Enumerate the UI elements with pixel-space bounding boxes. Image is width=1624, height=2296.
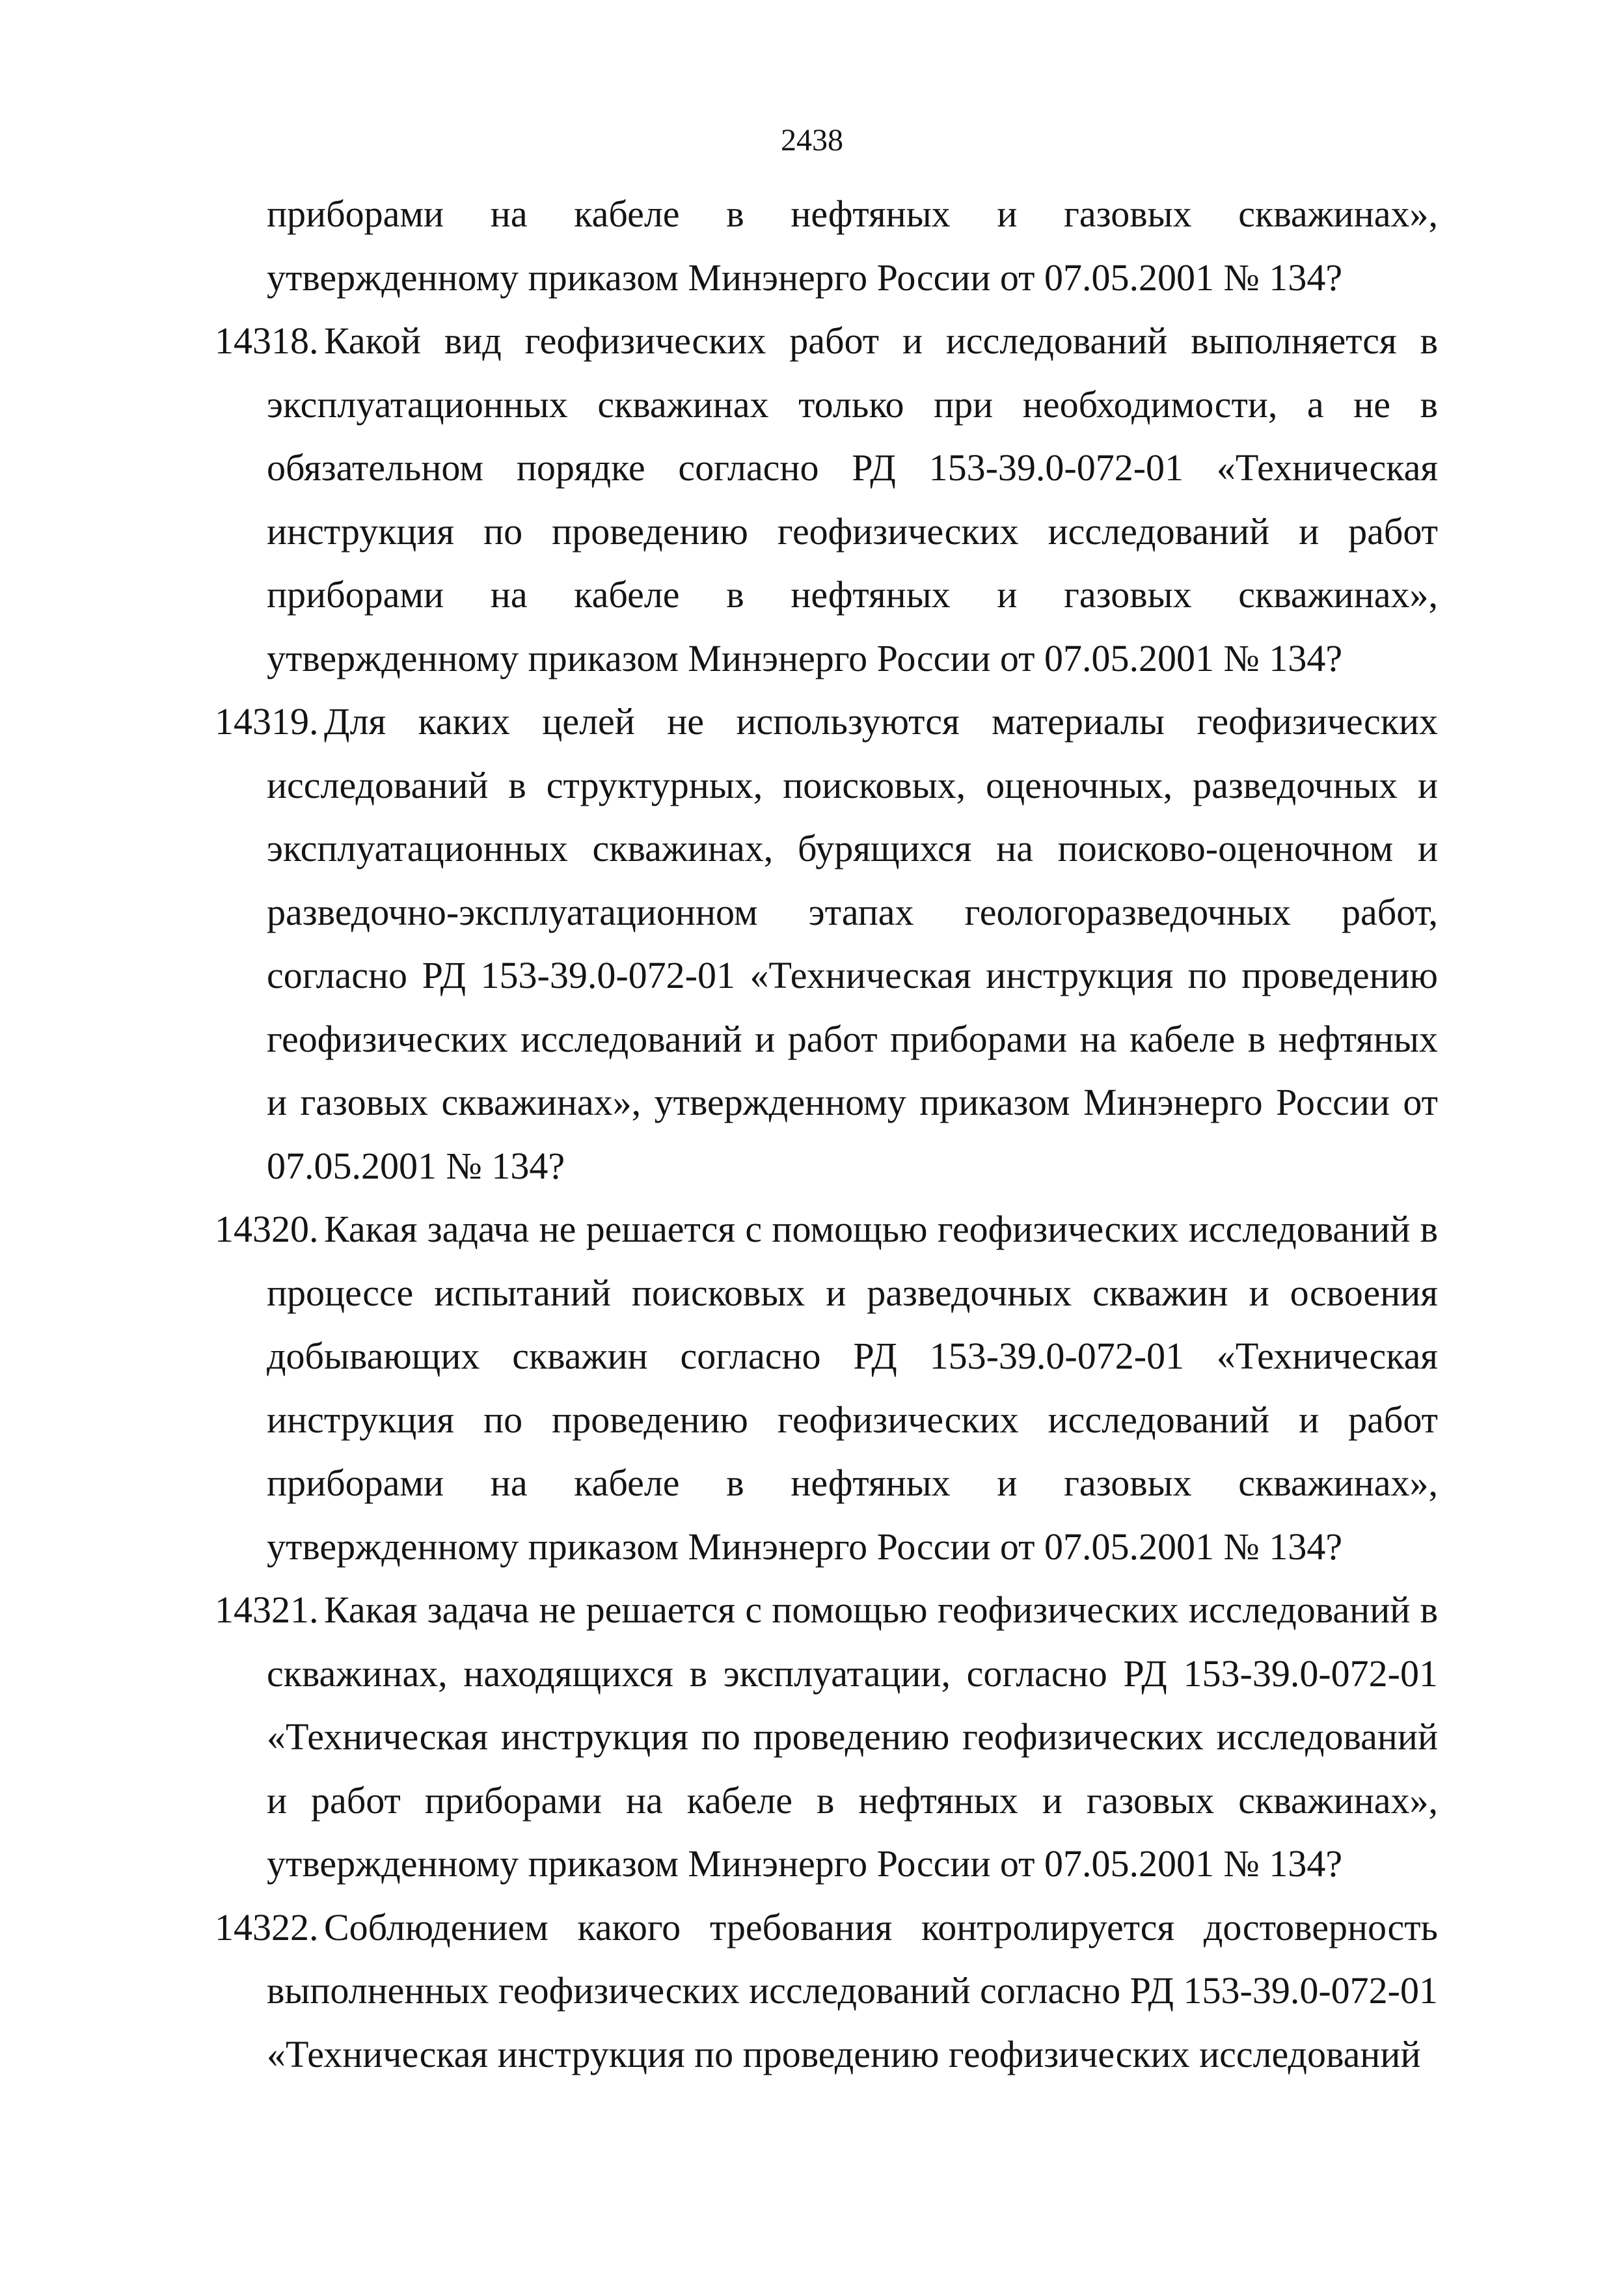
question-text: Какая задача не решается с помощью геофизических исследований в скважинах, находящихся в эксплуатации, согласно РД 153-39.0-072-01 «Техническая инструкция по проведению геофизических исследований и работ приборами на кабеле в нефтяных и газовых скважинах», утвержденному приказом Минэнерго России от 07.05.2001 № 134? <box>267 1589 1438 1885</box>
question-item: 14322. Соблюдением какого требования контролируется достоверность выполненных геофизических исследований согласно РД 153-39.0-072-01 «Техническая инструкция по проведению геофизических исследований <box>215 1896 1438 2086</box>
continuation-text: приборами на кабеле в нефтяных и газовых скважинах», утвержденному приказом Минэнерго России от 07.05.2001 № 134? <box>267 193 1438 299</box>
page-number: 2438 <box>781 123 843 157</box>
question-item: 14320. Какая задача не решается с помощью геофизических исследований в процессе испытаний поисковых и разведочных скважин и освоения добывающих скважин согласно РД 153-39.0-072-01 «Техническая инструкция по проведению геофизических исследований и работ приборами на кабеле в нефтяных и газовых скважинах», утвержденному приказом Минэнерго России от 07.05.2001 № 134? <box>215 1197 1438 1578</box>
question-text: Для каких целей не используются материалы геофизических исследований в структурных, поисковых, оценочных, разведочных и эксплуатационных скважинах, бурящихся на поисково-оценочном и разведочно-эксплуатационном этапах геологоразведочных работ, согласно РД 153-39.0-072-01 «Техническая инструкция по проведению геофизических исследований и работ приборами на кабеле в нефтяных и газовых скважинах», утвержденному приказом Минэнерго России от 07.05.2001 № 134? <box>267 700 1438 1187</box>
question-item: 14318. Какой вид геофизических работ и исследований выполняется в эксплуатационных скважинах только при необходимости, а не в обязательном порядке согласно РД 153-39.0-072-01 «Техническая инструкция по проведению геофизических исследований и работ приборами на кабеле в нефтяных и газовых скважинах», утвержденному приказом Минэнерго России от 07.05.2001 № 134? <box>215 309 1438 690</box>
question-text: Соблюдением какого требования контролируется достоверность выполненных геофизических исследований согласно РД 153-39.0-072-01 «Техническая инструкция по проведению геофизических исследований <box>267 1906 1438 2075</box>
question-item: 14321. Какая задача не решается с помощью геофизических исследований в скважинах, находящихся в эксплуатации, согласно РД 153-39.0-072-01 «Техническая инструкция по проведению геофизических исследований и работ приборами на кабеле в нефтяных и газовых скважинах», утвержденному приказом Минэнерго России от 07.05.2001 № 134? <box>215 1578 1438 1896</box>
question-item: 14319. Для каких целей не используются материалы геофизических исследований в структурных, поисковых, оценочных, разведочных и эксплуатационных скважинах, бурящихся на поисково-оценочном и разведочно-эксплуатационном этапах геологоразведочных работ, согласно РД 153-39.0-072-01 «Техническая инструкция по проведению геофизических исследований и работ приборами на кабеле в нефтяных и газовых скважинах», утвержденному приказом Минэнерго России от 07.05.2001 № 134? <box>215 690 1438 1197</box>
question-text: Какой вид геофизических работ и исследований выполняется в эксплуатационных скважинах только при необходимости, а не в обязательном порядке согласно РД 153-39.0-072-01 «Техническая инструкция по проведению геофизических исследований и работ приборами на кабеле в нефтяных и газовых скважинах», утвержденному приказом Минэнерго России от 07.05.2001 № 134? <box>267 320 1438 679</box>
questions-list <box>215 182 1438 2086</box>
question-text: Какая задача не решается с помощью геофизических исследований в процессе испытаний поисковых и разведочных скважин и освоения добывающих скважин согласно РД 153-39.0-072-01 «Техническая инструкция по проведению геофизических исследований и работ приборами на кабеле в нефтяных и газовых скважинах», утвержденному приказом Минэнерго России от 07.05.2001 № 134? <box>267 1208 1438 1568</box>
